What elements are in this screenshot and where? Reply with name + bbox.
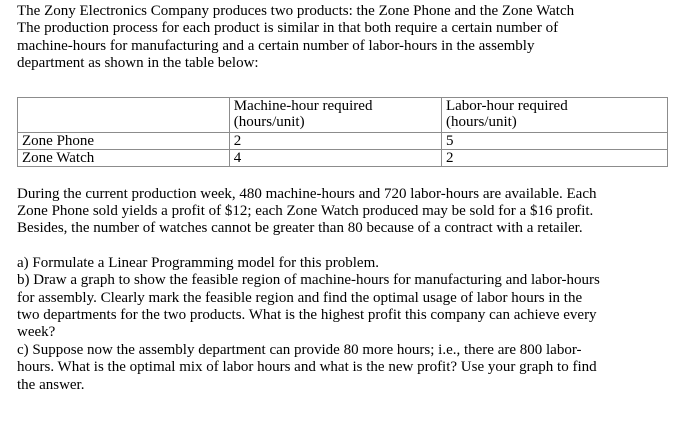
intro-paragraph (17, 3, 667, 73)
conditions-line: Zone Phone sold yields a profit of $12; each Zone Watch produced may be sold for a $16 profit. (17, 203, 594, 220)
conditions-line: During the current production week, 480 machine-hours and 720 labor-hours are available. Each (17, 185, 597, 202)
cell-machine: 4 (229, 149, 441, 166)
cell-product: Zone Phone (18, 132, 230, 149)
cell-product: Zone Watch (18, 149, 230, 166)
question-line: the answer. (17, 376, 85, 393)
table-header-row (18, 97, 668, 132)
cell-machine: 2 (229, 132, 441, 149)
header-labor-line: Labor-hour required (445, 97, 568, 114)
intro-line: The production process for each product is similar in that both require a certain number of (17, 20, 559, 37)
question-line: week? (17, 324, 56, 341)
intro-line: department as shown in the table below: (17, 55, 259, 72)
question-line: for assembly. Clearly mark the feasible region and find the optimal usage of labor hours in the (17, 289, 583, 306)
cell-labor: 5 (441, 132, 667, 149)
intro-line: machine-hours for manufacturing and a certain number of labor-hours in the assembly (17, 37, 535, 54)
table-row (18, 132, 668, 149)
header-cell-product (18, 97, 230, 132)
document-page (17, 3, 685, 394)
questions-section (17, 255, 665, 394)
intro-line: The Zony Electronics Company produces two products: the Zone Phone and the Zone Watch (17, 3, 575, 19)
question-line: c) Suppose now the assembly department can provide 80 more hours; i.e., there are 800 labor- (17, 341, 582, 358)
question-line: b) Draw a graph to show the feasible region of machine-hours for manufacturing and labor-hours (17, 272, 600, 289)
header-labor-unit: (hours/unit) (445, 113, 517, 130)
header-cell-labor-hours (441, 97, 667, 132)
header-machine-line: Machine-hour required (233, 97, 373, 114)
question-a (17, 255, 665, 272)
conditions-line: Besides, the number of watches cannot be greater than 80 because of a contract with a retailer. (17, 220, 583, 237)
question-line: hours. What is the optimal mix of labor hours and what is the new profit? Use your graph to find (17, 359, 597, 376)
header-machine-unit: (hours/unit) (233, 113, 305, 130)
cell-labor: 2 (441, 149, 667, 166)
requirements-table (17, 97, 668, 167)
conditions-paragraph (17, 186, 665, 238)
question-b (17, 272, 665, 342)
header-cell-machine-hours (229, 97, 441, 132)
table-row (18, 149, 668, 166)
question-line: two departments for the two products. What is the highest profit this company can achieve every (17, 307, 597, 324)
question-line: a) Formulate a Linear Programming model for this problem. (17, 254, 379, 271)
question-c (17, 342, 665, 394)
